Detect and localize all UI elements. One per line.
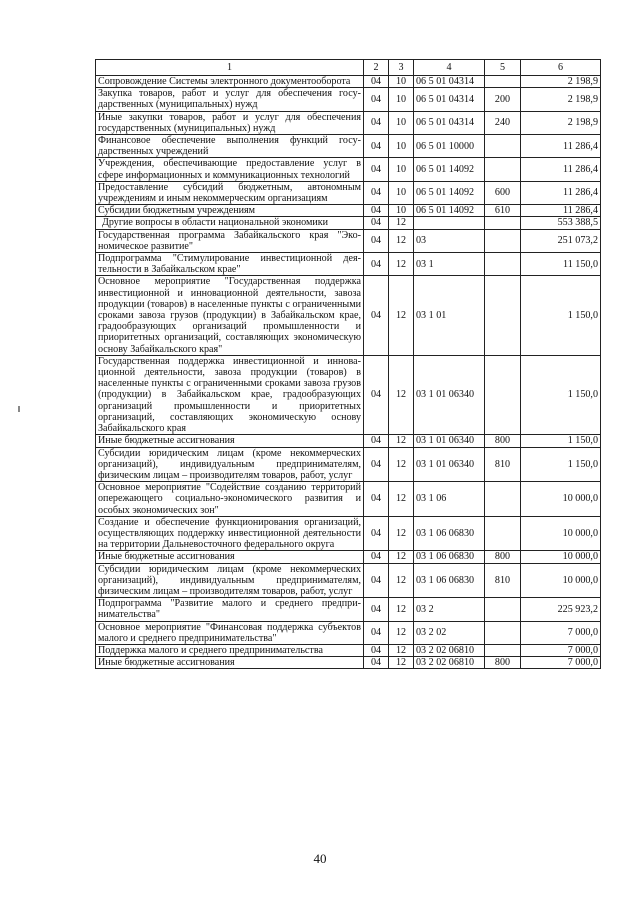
cell-section: 04 bbox=[364, 217, 389, 229]
cell-name: Государственная программа Забайкальского края "Экономическое развитие" bbox=[96, 229, 364, 252]
table-body bbox=[96, 76, 601, 669]
table-row bbox=[96, 158, 601, 181]
cell-expense-type bbox=[485, 355, 521, 434]
cell-section: 04 bbox=[364, 482, 389, 517]
cell-amount: 7 000,0 bbox=[521, 644, 601, 656]
cell-name: Создание и обеспечение функционирования организаций, осуществляющих поддержку инвестиционной деятельности на территории Дальневосточного федерального округа bbox=[96, 516, 364, 551]
cell-section: 04 bbox=[364, 563, 389, 598]
cell-expense-type bbox=[485, 621, 521, 644]
cell-amount: 2 198,9 bbox=[521, 88, 601, 111]
cell-subsection: 12 bbox=[389, 276, 414, 355]
cell-expense-type bbox=[485, 482, 521, 517]
table-row bbox=[96, 482, 601, 517]
cell-section: 04 bbox=[364, 516, 389, 551]
table-row bbox=[96, 76, 601, 88]
cell-section: 04 bbox=[364, 276, 389, 355]
cell-section: 04 bbox=[364, 621, 389, 644]
cell-amount: 1 150,0 bbox=[521, 435, 601, 447]
cell-subsection: 12 bbox=[389, 516, 414, 551]
cell-target-article: 06 5 01 14092 bbox=[414, 181, 485, 204]
table-row bbox=[96, 598, 601, 621]
cell-section: 04 bbox=[364, 181, 389, 204]
cell-section: 04 bbox=[364, 551, 389, 563]
cell-name: Финансовое обеспечение выполнения функций государственных учреждений bbox=[96, 135, 364, 158]
table-row bbox=[96, 644, 601, 656]
cell-expense-type: 610 bbox=[485, 205, 521, 217]
cell-subsection: 12 bbox=[389, 551, 414, 563]
cell-name: Иные бюджетные ассигнования bbox=[96, 551, 364, 563]
table-header-row bbox=[96, 60, 601, 76]
cell-target-article: 06 5 01 04314 bbox=[414, 111, 485, 134]
cell-subsection: 12 bbox=[389, 217, 414, 229]
cell-target-article: 03 1 01 bbox=[414, 276, 485, 355]
table-row bbox=[96, 276, 601, 355]
cell-amount: 11 286,4 bbox=[521, 135, 601, 158]
cell-expense-type bbox=[485, 516, 521, 551]
cell-name: Подпрограмма "Стимулирование инвестиционной деятельности в Забайкальском крае" bbox=[96, 253, 364, 276]
cell-subsection: 12 bbox=[389, 657, 414, 669]
page-number: 40 bbox=[313, 851, 327, 866]
table-row bbox=[96, 447, 601, 482]
cell-section: 04 bbox=[364, 158, 389, 181]
cell-amount: 11 286,4 bbox=[521, 205, 601, 217]
cell-name: Иные закупки товаров, работ и услуг для обеспечения государственных (муниципальных) нужд bbox=[96, 111, 364, 134]
cell-subsection: 12 bbox=[389, 482, 414, 517]
cell-section: 04 bbox=[364, 598, 389, 621]
budget-table bbox=[95, 59, 601, 669]
cell-expense-type bbox=[485, 217, 521, 229]
cell-amount: 553 388,5 bbox=[521, 217, 601, 229]
cell-expense-type bbox=[485, 158, 521, 181]
cell-target-article: 03 1 06 bbox=[414, 482, 485, 517]
cell-target-article: 03 2 bbox=[414, 598, 485, 621]
cell-expense-type bbox=[485, 598, 521, 621]
cell-target-article: 06 5 01 10000 bbox=[414, 135, 485, 158]
cell-amount: 2 198,9 bbox=[521, 111, 601, 134]
cell-amount: 11 286,4 bbox=[521, 158, 601, 181]
cell-name: Иные бюджетные ассигнования bbox=[96, 657, 364, 669]
cell-expense-type: 800 bbox=[485, 657, 521, 669]
cell-expense-type bbox=[485, 276, 521, 355]
col-header-subsection: 3 bbox=[389, 60, 414, 76]
cell-target-article: 03 1 01 06340 bbox=[414, 435, 485, 447]
table-row bbox=[96, 253, 601, 276]
table-row bbox=[96, 88, 601, 111]
cell-subsection: 12 bbox=[389, 253, 414, 276]
cell-target-article: 03 1 bbox=[414, 253, 485, 276]
table-row bbox=[96, 205, 601, 217]
cell-expense-type: 600 bbox=[485, 181, 521, 204]
cell-amount: 10 000,0 bbox=[521, 551, 601, 563]
table-row bbox=[96, 181, 601, 204]
cell-target-article: 03 bbox=[414, 229, 485, 252]
cell-section: 04 bbox=[364, 253, 389, 276]
cell-subsection: 12 bbox=[389, 229, 414, 252]
table-row bbox=[96, 111, 601, 134]
cell-name: Сопровождение Системы электронного документооборота bbox=[96, 76, 364, 88]
cell-name: Другие вопросы в области национальной экономики bbox=[96, 217, 364, 229]
cell-expense-type: 200 bbox=[485, 88, 521, 111]
cell-amount: 11 286,4 bbox=[521, 181, 601, 204]
cell-expense-type bbox=[485, 135, 521, 158]
cell-subsection: 12 bbox=[389, 598, 414, 621]
col-header-target-article: 4 bbox=[414, 60, 485, 76]
table-row bbox=[96, 217, 601, 229]
table-row bbox=[96, 355, 601, 434]
cell-name: Закупка товаров, работ и услуг для обеспечения государственных (муниципальных) нужд bbox=[96, 88, 364, 111]
margin-mark bbox=[18, 406, 20, 412]
cell-target-article: 03 2 02 bbox=[414, 621, 485, 644]
cell-name: Подпрограмма "Развитие малого и среднего предпринимательства" bbox=[96, 598, 364, 621]
cell-subsection: 10 bbox=[389, 76, 414, 88]
cell-amount: 10 000,0 bbox=[521, 482, 601, 517]
cell-expense-type: 800 bbox=[485, 551, 521, 563]
table-row bbox=[96, 229, 601, 252]
cell-amount: 251 073,2 bbox=[521, 229, 601, 252]
cell-target-article: 06 5 01 14092 bbox=[414, 205, 485, 217]
cell-section: 04 bbox=[364, 657, 389, 669]
cell-amount: 1 150,0 bbox=[521, 355, 601, 434]
cell-name: Предоставление субсидий бюджетным, автономным учреждениям и иным некоммерческим организациям bbox=[96, 181, 364, 204]
cell-amount: 1 150,0 bbox=[521, 447, 601, 482]
cell-target-article: 03 2 02 06810 bbox=[414, 657, 485, 669]
cell-expense-type: 800 bbox=[485, 435, 521, 447]
cell-name: Иные бюджетные ассигнования bbox=[96, 435, 364, 447]
cell-amount: 7 000,0 bbox=[521, 621, 601, 644]
cell-name: Субсидии бюджетным учреждениям bbox=[96, 205, 364, 217]
cell-amount: 10 000,0 bbox=[521, 563, 601, 598]
table-row bbox=[96, 135, 601, 158]
cell-section: 04 bbox=[364, 447, 389, 482]
cell-subsection: 10 bbox=[389, 158, 414, 181]
cell-target-article: 06 5 01 04314 bbox=[414, 88, 485, 111]
cell-expense-type: 810 bbox=[485, 447, 521, 482]
table-row bbox=[96, 516, 601, 551]
cell-name: Государственная поддержка инвестиционной и инновационной деятельности, завоза продукции (товаров) в населенные пункты с ограниченными сроками завоза грузов (продукции) в Забайкальском крае, градообразующих организаций промышленности и приоритетных организаций, составляющих экономическую основу Забайкальского края bbox=[96, 355, 364, 434]
cell-section: 04 bbox=[364, 135, 389, 158]
cell-amount: 11 150,0 bbox=[521, 253, 601, 276]
cell-name: Основное мероприятие "Содействие созданию территорий опережающего социально-экономического развития и особых экономических зон" bbox=[96, 482, 364, 517]
col-header-expense-type: 5 bbox=[485, 60, 521, 76]
cell-target-article bbox=[414, 217, 485, 229]
cell-target-article: 03 1 06 06830 bbox=[414, 563, 485, 598]
cell-name: Основное мероприятие "Финансовая поддержка субъектов малого и среднего предпринимательства" bbox=[96, 621, 364, 644]
cell-name: Субсидии юридическим лицам (кроме некоммерческих организаций), индивидуальным предпринимателям, физическим лицам – производителям товаров, работ, услуг bbox=[96, 563, 364, 598]
cell-expense-type bbox=[485, 229, 521, 252]
table-row bbox=[96, 551, 601, 563]
cell-subsection: 12 bbox=[389, 435, 414, 447]
cell-name: Основное мероприятие "Государственная поддержка инвестиционной и инновационной деятельности, завоза продукции (товаров) в населенные пункты с ограниченными сроками завоза грузов (продукции) в Забайкальском крае, градообразующих организаций промышленности и приоритетных организаций, составляющих экономическую основу Забайкальского края" bbox=[96, 276, 364, 355]
col-header-section: 2 bbox=[364, 60, 389, 76]
cell-subsection: 12 bbox=[389, 447, 414, 482]
cell-amount: 7 000,0 bbox=[521, 657, 601, 669]
cell-subsection: 10 bbox=[389, 181, 414, 204]
cell-section: 04 bbox=[364, 229, 389, 252]
cell-subsection: 10 bbox=[389, 88, 414, 111]
table-row bbox=[96, 657, 601, 669]
cell-target-article: 06 5 01 14092 bbox=[414, 158, 485, 181]
cell-target-article: 03 1 06 06830 bbox=[414, 551, 485, 563]
cell-section: 04 bbox=[364, 88, 389, 111]
cell-section: 04 bbox=[364, 205, 389, 217]
cell-section: 04 bbox=[364, 355, 389, 434]
cell-subsection: 10 bbox=[389, 205, 414, 217]
cell-expense-type bbox=[485, 644, 521, 656]
table-row bbox=[96, 563, 601, 598]
cell-expense-type bbox=[485, 253, 521, 276]
cell-target-article: 03 2 02 06810 bbox=[414, 644, 485, 656]
cell-subsection: 12 bbox=[389, 644, 414, 656]
cell-amount: 2 198,9 bbox=[521, 76, 601, 88]
cell-subsection: 10 bbox=[389, 111, 414, 134]
cell-subsection: 12 bbox=[389, 563, 414, 598]
table-row bbox=[96, 435, 601, 447]
cell-subsection: 10 bbox=[389, 135, 414, 158]
cell-target-article: 06 5 01 04314 bbox=[414, 76, 485, 88]
cell-name: Учреждения, обеспечивающие предоставление услуг в сфере информационных и коммуникационных технологий bbox=[96, 158, 364, 181]
col-header-amount: 6 bbox=[521, 60, 601, 76]
cell-target-article: 03 1 06 06830 bbox=[414, 516, 485, 551]
cell-expense-type: 810 bbox=[485, 563, 521, 598]
cell-target-article: 03 1 01 06340 bbox=[414, 355, 485, 434]
cell-subsection: 12 bbox=[389, 621, 414, 644]
cell-section: 04 bbox=[364, 76, 389, 88]
col-header-name: 1 bbox=[96, 60, 364, 76]
cell-section: 04 bbox=[364, 644, 389, 656]
cell-name: Субсидии юридическим лицам (кроме некоммерческих организаций), индивидуальным предпринимателям, физическим лицам – производителям товаров, работ, услуг bbox=[96, 447, 364, 482]
cell-amount: 1 150,0 bbox=[521, 276, 601, 355]
cell-target-article: 03 1 01 06340 bbox=[414, 447, 485, 482]
cell-amount: 225 923,2 bbox=[521, 598, 601, 621]
cell-section: 04 bbox=[364, 435, 389, 447]
cell-expense-type bbox=[485, 76, 521, 88]
cell-amount: 10 000,0 bbox=[521, 516, 601, 551]
table-row bbox=[96, 621, 601, 644]
cell-expense-type: 240 bbox=[485, 111, 521, 134]
cell-name: Поддержка малого и среднего предпринимательства bbox=[96, 644, 364, 656]
cell-subsection: 12 bbox=[389, 355, 414, 434]
cell-section: 04 bbox=[364, 111, 389, 134]
